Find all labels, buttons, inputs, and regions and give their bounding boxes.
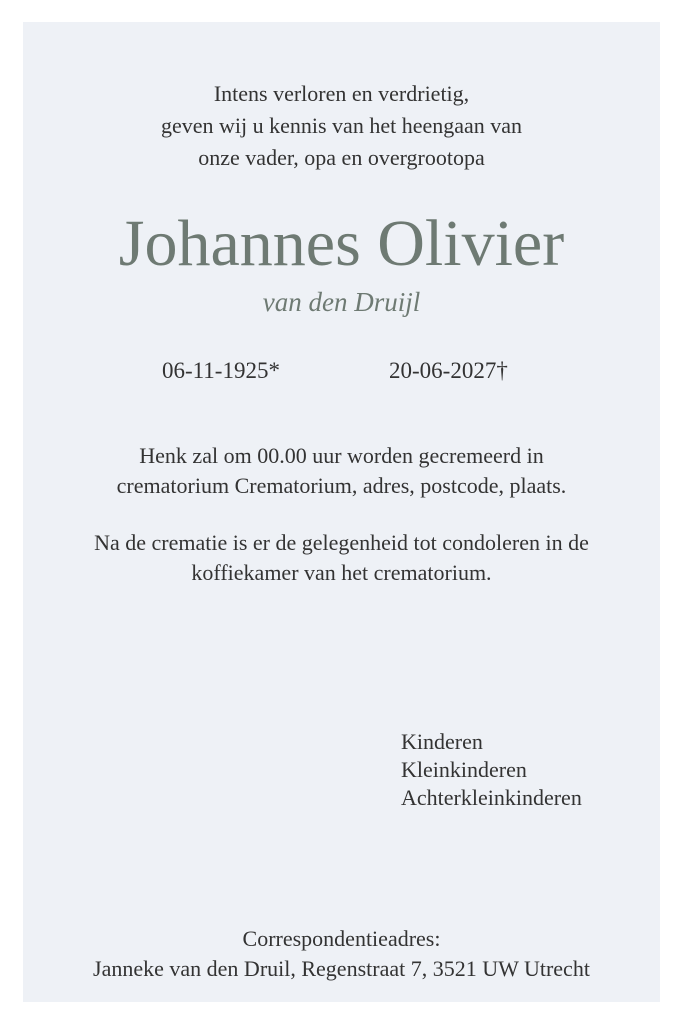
intro-text (0, 78, 683, 174)
family-item: Kleinkinderen (401, 757, 527, 782)
intro-line: geven wij u kennis van het heengaan van (160, 113, 523, 138)
deceased-surname: van den Druijl (262, 287, 421, 317)
correspondence-details: Janneke van den Druil, Regenstraat 7, 3521 UW Utrecht (93, 956, 590, 981)
condolence-line: koffiekamer van het crematorium. (191, 560, 492, 585)
cremation-text (0, 441, 683, 501)
cremation-line: crematorium Crematorium, adres, postcode, plaats. (116, 473, 567, 498)
cremation-line: Henk zal om 00.00 uur worden gecremeerd in (139, 443, 544, 468)
correspondence-label: Correspondentieadres: (242, 926, 441, 951)
condolence-text (0, 528, 683, 588)
correspondence-address (0, 924, 683, 984)
condolence-line: Na de crematie is er de gelegenheid tot condoleren in de (94, 530, 589, 555)
family-list (401, 728, 582, 812)
birth-date: 06-11-1925* (162, 358, 280, 383)
intro-line: Intens verloren en verdrietig, (213, 81, 470, 106)
family-item: Kinderen (401, 729, 483, 754)
family-item: Achterkleinkinderen (401, 785, 582, 810)
death-date: 20-06-2027† (389, 358, 508, 383)
intro-line: onze vader, opa en overgrootopa (198, 145, 485, 170)
deceased-name: Johannes Olivier (118, 207, 565, 280)
